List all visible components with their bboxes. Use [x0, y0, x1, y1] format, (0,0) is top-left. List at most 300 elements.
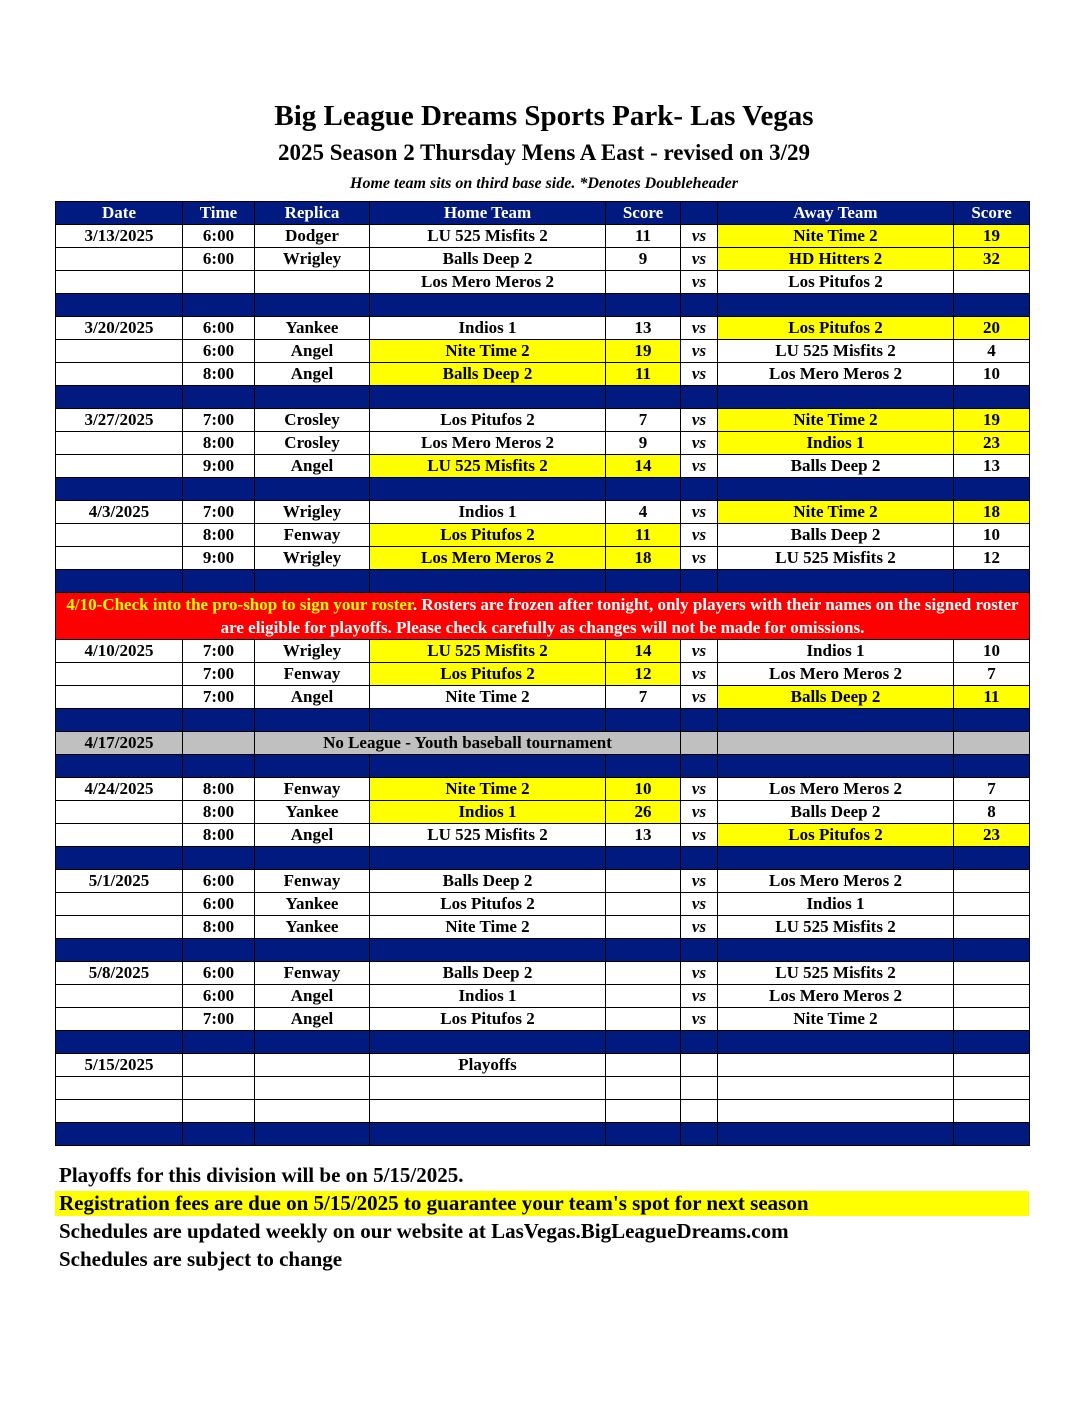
separator-cell: [954, 478, 1030, 501]
separator-cell: [370, 294, 606, 317]
separator-cell: [606, 1123, 681, 1146]
game-row: [56, 801, 1030, 824]
away-score: 23: [954, 432, 1030, 455]
away-team: Los Pitufos 2: [718, 317, 954, 340]
separator-cell: [255, 755, 370, 778]
schedule-body: [56, 225, 1030, 1146]
game-time: 6:00: [183, 248, 255, 271]
separator-cell: [606, 386, 681, 409]
separator-cell: [954, 1123, 1030, 1146]
separator-cell: [681, 939, 718, 962]
home-score: 11: [606, 225, 681, 248]
home-score: 13: [606, 824, 681, 847]
vs-label: vs: [681, 340, 718, 363]
home-score: 10: [606, 778, 681, 801]
game-time: 9:00: [183, 547, 255, 570]
home-team: Indios 1: [370, 317, 606, 340]
home-team: LU 525 Misfits 2: [370, 455, 606, 478]
game-replica: [255, 271, 370, 294]
separator-cell: [954, 939, 1030, 962]
separator-cell: [606, 939, 681, 962]
separator-cell: [255, 1031, 370, 1054]
separator-cell: [606, 847, 681, 870]
vs-label: vs: [681, 801, 718, 824]
game-time: [183, 271, 255, 294]
col-replica: Replica: [255, 202, 370, 225]
separator-row: [56, 939, 1030, 962]
game-replica: Wrigley: [255, 501, 370, 524]
game-replica: Yankee: [255, 916, 370, 939]
away-score: [954, 916, 1030, 939]
vs-cell: [681, 1054, 718, 1077]
game-row: [56, 893, 1030, 916]
separator-cell: [681, 709, 718, 732]
footer-change-note: Schedules are subject to change: [59, 1247, 343, 1271]
home-team: Los Mero Meros 2: [370, 432, 606, 455]
home-score: 7: [606, 686, 681, 709]
home-team: Balls Deep 2: [370, 248, 606, 271]
game-date: [56, 248, 183, 271]
separator-row: [56, 294, 1030, 317]
separator-cell: [183, 294, 255, 317]
game-time: [183, 1054, 255, 1077]
page-subtitle: 2025 Season 2 Thursday Mens A East - revised on 3/29: [277, 140, 811, 165]
separator-cell: [255, 478, 370, 501]
game-date: [56, 801, 183, 824]
notice-lead: 4/10-: [66, 595, 103, 614]
col-away-team: Away Team: [718, 202, 954, 225]
vs-label: vs: [681, 547, 718, 570]
home-team: LU 525 Misfits 2: [370, 640, 606, 663]
game-date: [56, 663, 183, 686]
separator-cell: [370, 570, 606, 593]
home-team: Indios 1: [370, 985, 606, 1008]
game-date: [56, 547, 183, 570]
page-title: Big League Dreams Sports Park- Las Vegas: [274, 100, 814, 132]
header-row: [56, 202, 1030, 225]
away-score: 19: [954, 409, 1030, 432]
vs-label: vs: [681, 271, 718, 294]
away-team: HD Hitters 2: [718, 248, 954, 271]
game-time: 7:00: [183, 1008, 255, 1031]
home-team: [370, 1077, 606, 1100]
home-team: Indios 1: [370, 801, 606, 824]
separator-cell: [681, 847, 718, 870]
game-date: 3/20/2025: [56, 317, 183, 340]
game-date: 4/17/2025: [56, 732, 183, 755]
game-row: [56, 317, 1030, 340]
separator-cell: [183, 570, 255, 593]
game-replica: Wrigley: [255, 640, 370, 663]
game-date: [56, 686, 183, 709]
away-score: 12: [954, 547, 1030, 570]
game-row: [56, 524, 1030, 547]
game-time: [183, 732, 255, 755]
game-row: [56, 363, 1030, 386]
separator-cell: [56, 570, 183, 593]
separator-cell: [606, 294, 681, 317]
footer-website-note: Schedules are updated weekly on our website at LasVegas.BigLeagueDreams.com: [59, 1219, 789, 1243]
game-time: 8:00: [183, 824, 255, 847]
playoff-row: [56, 1100, 1030, 1123]
separator-cell: [255, 570, 370, 593]
game-row: [56, 409, 1030, 432]
separator-cell: [954, 570, 1030, 593]
separator-cell: [56, 1031, 183, 1054]
away-team: Balls Deep 2: [718, 455, 954, 478]
separator-cell: [56, 294, 183, 317]
notice-text: . Rosters are frozen after tonight, only players with their names on the signed roster are eligible for playoffs. Please check carefully as changes will not be made for omissions.: [220, 595, 1019, 637]
game-date: [56, 1077, 183, 1100]
away-team: Los Pitufos 2: [718, 271, 954, 294]
game-time: 8:00: [183, 432, 255, 455]
home-team: Playoffs: [370, 1054, 606, 1077]
separator-cell: [370, 386, 606, 409]
away-score: 32: [954, 248, 1030, 271]
away-team: LU 525 Misfits 2: [718, 547, 954, 570]
vs-label: vs: [681, 916, 718, 939]
home-team: Nite Time 2: [370, 778, 606, 801]
separator-cell: [56, 478, 183, 501]
vs-cell: [681, 1077, 718, 1100]
separator-cell: [183, 755, 255, 778]
away-team: Nite Time 2: [718, 501, 954, 524]
separator-cell: [183, 847, 255, 870]
separator-cell: [681, 755, 718, 778]
separator-cell: [606, 478, 681, 501]
col-vs: [681, 202, 718, 225]
separator-cell: [56, 709, 183, 732]
separator-cell: [681, 1123, 718, 1146]
separator-cell: [183, 1031, 255, 1054]
game-replica: Angel: [255, 455, 370, 478]
separator-row: [56, 755, 1030, 778]
footer-playoffs-note: Playoffs for this division will be on 5/15/2025.: [59, 1163, 464, 1187]
away-score: 8: [954, 801, 1030, 824]
separator-cell: [56, 939, 183, 962]
game-row: [56, 455, 1030, 478]
game-replica: Crosley: [255, 432, 370, 455]
game-replica: Angel: [255, 686, 370, 709]
game-replica: [255, 1077, 370, 1100]
vs-label: vs: [681, 1008, 718, 1031]
game-replica: Yankee: [255, 317, 370, 340]
away-team: Nite Time 2: [718, 409, 954, 432]
vs-label: vs: [681, 524, 718, 547]
game-time: [183, 1100, 255, 1123]
game-row: [56, 686, 1030, 709]
separator-cell: [56, 1123, 183, 1146]
game-time: 6:00: [183, 893, 255, 916]
home-score: 9: [606, 248, 681, 271]
away-team: [718, 1077, 954, 1100]
game-time: 6:00: [183, 985, 255, 1008]
separator-row: [56, 570, 1030, 593]
away-score: 10: [954, 363, 1030, 386]
separator-cell: [370, 847, 606, 870]
game-replica: Fenway: [255, 962, 370, 985]
game-row: [56, 962, 1030, 985]
game-row: [56, 985, 1030, 1008]
game-row: [56, 824, 1030, 847]
schedule-table: [55, 201, 1030, 1146]
game-time: 8:00: [183, 778, 255, 801]
separator-cell: [718, 478, 954, 501]
game-date: [56, 432, 183, 455]
home-team: LU 525 Misfits 2: [370, 824, 606, 847]
game-time: 7:00: [183, 640, 255, 663]
game-time: 7:00: [183, 663, 255, 686]
separator-cell: [606, 709, 681, 732]
separator-cell: [370, 709, 606, 732]
away-team: Balls Deep 2: [718, 524, 954, 547]
vs-label: vs: [681, 363, 718, 386]
col-home-team: Home Team: [370, 202, 606, 225]
away-score: 19: [954, 225, 1030, 248]
game-replica: Crosley: [255, 409, 370, 432]
separator-cell: [370, 1031, 606, 1054]
away-team: Los Pitufos 2: [718, 824, 954, 847]
game-date: [56, 916, 183, 939]
separator-row: [56, 1031, 1030, 1054]
away-team: [718, 1100, 954, 1123]
separator-cell: [718, 939, 954, 962]
home-team: Los Mero Meros 2: [370, 547, 606, 570]
home-score: 14: [606, 640, 681, 663]
game-replica: Wrigley: [255, 248, 370, 271]
game-row: [56, 501, 1030, 524]
col-date: Date: [56, 202, 183, 225]
separator-cell: [954, 755, 1030, 778]
game-date: 5/15/2025: [56, 1054, 183, 1077]
vs-cell: [681, 732, 718, 755]
game-replica: Fenway: [255, 870, 370, 893]
separator-cell: [370, 1123, 606, 1146]
game-time: 7:00: [183, 686, 255, 709]
home-team: Indios 1: [370, 501, 606, 524]
game-date: 5/1/2025: [56, 870, 183, 893]
game-date: 5/8/2025: [56, 962, 183, 985]
home-score: 11: [606, 524, 681, 547]
home-score: 11: [606, 363, 681, 386]
home-team: Los Pitufos 2: [370, 893, 606, 916]
away-team: Indios 1: [718, 640, 954, 663]
away-score: [954, 985, 1030, 1008]
home-team: Los Pitufos 2: [370, 1008, 606, 1031]
away-score: 10: [954, 640, 1030, 663]
home-score: 4: [606, 501, 681, 524]
separator-cell: [718, 386, 954, 409]
game-row: [56, 271, 1030, 294]
away-score: [954, 1100, 1030, 1123]
separator-row: [56, 847, 1030, 870]
separator-row: [56, 709, 1030, 732]
game-date: 4/24/2025: [56, 778, 183, 801]
home-score: 9: [606, 432, 681, 455]
game-replica: Angel: [255, 985, 370, 1008]
vs-label: vs: [681, 962, 718, 985]
away-team: Indios 1: [718, 893, 954, 916]
no-league-text: No League - Youth baseball tournament: [255, 732, 681, 755]
vs-label: vs: [681, 501, 718, 524]
separator-row: [56, 478, 1030, 501]
game-row: [56, 225, 1030, 248]
notice-highlight: Check into the pro-shop to sign your roster: [102, 595, 413, 614]
away-score: [954, 732, 1030, 755]
vs-label: vs: [681, 409, 718, 432]
game-date: [56, 340, 183, 363]
vs-label: vs: [681, 248, 718, 271]
roster-notice-row: [56, 593, 1030, 640]
game-time: 6:00: [183, 225, 255, 248]
separator-cell: [681, 478, 718, 501]
vs-label: vs: [681, 663, 718, 686]
home-team: Los Pitufos 2: [370, 663, 606, 686]
separator-cell: [718, 1031, 954, 1054]
away-team: Los Mero Meros 2: [718, 870, 954, 893]
away-score: 11: [954, 686, 1030, 709]
away-team: Balls Deep 2: [718, 686, 954, 709]
away-score: 13: [954, 455, 1030, 478]
playoff-row: [56, 1054, 1030, 1077]
vs-label: vs: [681, 824, 718, 847]
game-time: 8:00: [183, 916, 255, 939]
separator-cell: [56, 847, 183, 870]
home-score: [606, 916, 681, 939]
home-score: 13: [606, 317, 681, 340]
playoff-row: [56, 1077, 1030, 1100]
away-team: [718, 1054, 954, 1077]
away-score: 23: [954, 824, 1030, 847]
home-score: [606, 870, 681, 893]
home-team: Los Pitufos 2: [370, 524, 606, 547]
game-row: [56, 916, 1030, 939]
separator-cell: [954, 709, 1030, 732]
game-replica: Angel: [255, 1008, 370, 1031]
game-replica: Wrigley: [255, 547, 370, 570]
home-team: Nite Time 2: [370, 340, 606, 363]
game-date: 3/13/2025: [56, 225, 183, 248]
away-score: [954, 962, 1030, 985]
game-date: [56, 455, 183, 478]
game-replica: Yankee: [255, 893, 370, 916]
separator-row: [56, 386, 1030, 409]
vs-label: vs: [681, 778, 718, 801]
separator-cell: [255, 939, 370, 962]
game-row: [56, 663, 1030, 686]
game-time: 6:00: [183, 870, 255, 893]
game-date: [56, 524, 183, 547]
game-row: [56, 432, 1030, 455]
game-time: 8:00: [183, 801, 255, 824]
vs-label: vs: [681, 870, 718, 893]
separator-cell: [56, 386, 183, 409]
game-date: 3/27/2025: [56, 409, 183, 432]
away-team: Nite Time 2: [718, 1008, 954, 1031]
game-time: 9:00: [183, 455, 255, 478]
separator-cell: [255, 386, 370, 409]
separator-cell: [255, 709, 370, 732]
away-team: Balls Deep 2: [718, 801, 954, 824]
separator-cell: [255, 1123, 370, 1146]
home-team: Los Pitufos 2: [370, 409, 606, 432]
away-score: [954, 271, 1030, 294]
home-team: Balls Deep 2: [370, 363, 606, 386]
game-date: [56, 1100, 183, 1123]
away-score: [954, 1054, 1030, 1077]
game-row: [56, 248, 1030, 271]
vs-label: vs: [681, 432, 718, 455]
away-score: [954, 1008, 1030, 1031]
away-score: [954, 870, 1030, 893]
vs-label: vs: [681, 455, 718, 478]
game-date: [56, 824, 183, 847]
game-replica: Angel: [255, 340, 370, 363]
game-time: 7:00: [183, 409, 255, 432]
col-time: Time: [183, 202, 255, 225]
game-date: [56, 1008, 183, 1031]
home-score: [606, 962, 681, 985]
roster-notice: [56, 593, 1030, 640]
col-away-score: Score: [954, 202, 1030, 225]
away-score: 10: [954, 524, 1030, 547]
game-date: [56, 271, 183, 294]
away-score: 7: [954, 663, 1030, 686]
separator-cell: [954, 847, 1030, 870]
separator-cell: [370, 939, 606, 962]
away-team: Los Mero Meros 2: [718, 363, 954, 386]
home-team: Balls Deep 2: [370, 870, 606, 893]
game-replica: Dodger: [255, 225, 370, 248]
game-replica: Angel: [255, 824, 370, 847]
game-row: [56, 1008, 1030, 1031]
separator-cell: [370, 478, 606, 501]
home-score: [606, 1054, 681, 1077]
home-score: 7: [606, 409, 681, 432]
home-score: [606, 1100, 681, 1123]
separator-cell: [718, 1123, 954, 1146]
vs-label: vs: [681, 893, 718, 916]
game-time: 7:00: [183, 501, 255, 524]
away-score: [954, 1077, 1030, 1100]
away-team: Indios 1: [718, 432, 954, 455]
game-date: [56, 363, 183, 386]
separator-cell: [183, 939, 255, 962]
away-team: LU 525 Misfits 2: [718, 916, 954, 939]
separator-cell: [718, 570, 954, 593]
away-team: Los Mero Meros 2: [718, 985, 954, 1008]
game-date: 4/10/2025: [56, 640, 183, 663]
game-time: 6:00: [183, 340, 255, 363]
vs-label: vs: [681, 985, 718, 1008]
away-score: 18: [954, 501, 1030, 524]
game-replica: Fenway: [255, 778, 370, 801]
separator-cell: [606, 755, 681, 778]
separator-cell: [56, 755, 183, 778]
separator-cell: [681, 386, 718, 409]
game-date: [56, 893, 183, 916]
separator-cell: [718, 709, 954, 732]
game-replica: Fenway: [255, 524, 370, 547]
separator-cell: [183, 478, 255, 501]
separator-cell: [718, 294, 954, 317]
home-score: 14: [606, 455, 681, 478]
vs-label: vs: [681, 225, 718, 248]
home-score: [606, 1008, 681, 1031]
away-team: Los Mero Meros 2: [718, 663, 954, 686]
home-team: Nite Time 2: [370, 686, 606, 709]
separator-cell: [681, 1031, 718, 1054]
